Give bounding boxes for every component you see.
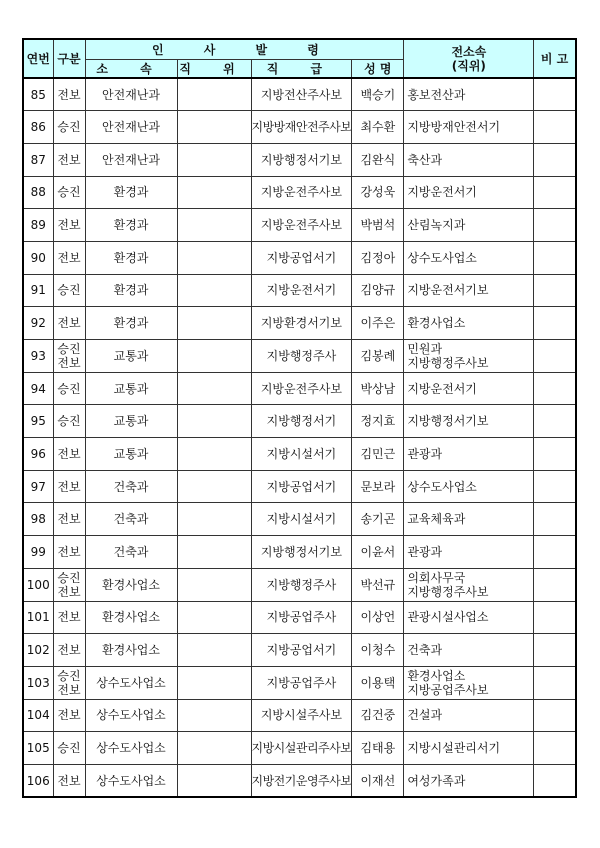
table-row <box>23 470 576 503</box>
row-position <box>177 470 251 503</box>
table-row <box>23 666 576 699</box>
row-type-line: 전보 <box>57 643 81 658</box>
row-number: 96 <box>23 438 53 471</box>
row-number: 98 <box>23 503 53 536</box>
row-number: 95 <box>23 405 53 438</box>
row-department: 환경사업소 <box>85 568 177 601</box>
row-type-line: 승진 <box>57 341 81 356</box>
row-previous-dept-line: 지방행정주사보 <box>407 584 489 599</box>
row-remark <box>534 405 576 438</box>
row-department: 환경과 <box>85 241 177 274</box>
row-name: 김건중 <box>352 699 404 732</box>
personnel-order-table <box>22 38 577 798</box>
row-type-line: 전보 <box>57 152 81 167</box>
row-remark <box>534 111 576 144</box>
table-row <box>23 111 576 144</box>
table-row <box>23 274 576 307</box>
row-previous-dept-line: 지방방재안전서기 <box>407 120 501 135</box>
row-department: 상수도사업소 <box>85 732 177 765</box>
row-name: 박범석 <box>352 209 404 242</box>
row-previous-dept <box>404 634 534 667</box>
row-type <box>53 634 85 667</box>
row-grade: 지방전기운영주사보 <box>251 764 352 797</box>
row-remark <box>534 143 576 176</box>
table-row <box>23 340 576 373</box>
row-department: 안전재난과 <box>85 111 177 144</box>
row-remark <box>534 241 576 274</box>
row-previous-dept-line: 지방운전서기 <box>407 381 477 396</box>
row-previous-dept-line: 홍보전산과 <box>407 87 466 102</box>
row-type-line: 승진 <box>57 120 81 135</box>
row-number: 104 <box>23 699 53 732</box>
row-department: 상수도사업소 <box>85 699 177 732</box>
row-type <box>53 438 85 471</box>
row-name: 김양규 <box>352 274 404 307</box>
header-dept: 소 속 <box>85 60 177 79</box>
row-previous-dept-line: 관광과 <box>407 544 443 559</box>
row-remark <box>534 209 576 242</box>
row-previous-dept-line: 지방행정서기보 <box>407 414 489 429</box>
row-position <box>177 274 251 307</box>
row-type-line: 전보 <box>57 218 81 233</box>
row-name: 이용택 <box>352 666 404 699</box>
table-row <box>23 601 576 634</box>
row-remark <box>534 601 576 634</box>
row-department: 건축과 <box>85 470 177 503</box>
header-previous-dept-line2: (직위) <box>451 58 486 73</box>
row-position <box>177 307 251 340</box>
row-type-line: 전보 <box>57 446 81 461</box>
row-position <box>177 241 251 274</box>
row-grade: 지방공업서기 <box>251 470 352 503</box>
row-name: 이윤서 <box>352 536 404 569</box>
row-type <box>53 143 85 176</box>
row-type <box>53 732 85 765</box>
row-department: 환경과 <box>85 209 177 242</box>
table-row <box>23 241 576 274</box>
row-previous-dept <box>404 699 534 732</box>
table-row <box>23 568 576 601</box>
row-position <box>177 438 251 471</box>
row-type <box>53 764 85 797</box>
table-row <box>23 143 576 176</box>
table-row <box>23 536 576 569</box>
table-row <box>23 438 576 471</box>
row-previous-dept <box>404 372 534 405</box>
row-remark <box>534 634 576 667</box>
row-position <box>177 372 251 405</box>
row-previous-dept <box>404 503 534 536</box>
row-previous-dept-line: 관광과 <box>407 446 443 461</box>
table-header <box>23 39 576 78</box>
row-position <box>177 536 251 569</box>
row-grade: 지방공업주사 <box>251 601 352 634</box>
row-department: 상수도사업소 <box>85 666 177 699</box>
row-name: 송기곤 <box>352 503 404 536</box>
table-row <box>23 764 576 797</box>
row-previous-dept <box>404 143 534 176</box>
row-previous-dept-line: 의회사무국 <box>407 570 466 585</box>
row-remark <box>534 78 576 111</box>
row-previous-dept-line: 환경사업소 <box>407 316 466 331</box>
row-department: 환경과 <box>85 307 177 340</box>
row-previous-dept <box>404 274 534 307</box>
row-type-line: 전보 <box>57 250 81 265</box>
row-remark <box>534 666 576 699</box>
row-type <box>53 666 85 699</box>
row-number: 99 <box>23 536 53 569</box>
row-number: 91 <box>23 274 53 307</box>
row-type-line: 전보 <box>57 708 81 723</box>
table-row <box>23 372 576 405</box>
row-type <box>53 503 85 536</box>
row-grade: 지방시설서기 <box>251 503 352 536</box>
row-type <box>53 340 85 373</box>
row-type-line: 전보 <box>57 355 81 370</box>
row-number: 94 <box>23 372 53 405</box>
row-previous-dept <box>404 732 534 765</box>
row-grade: 지방공업서기 <box>251 241 352 274</box>
row-name: 김봉례 <box>352 340 404 373</box>
row-number: 103 <box>23 666 53 699</box>
row-previous-dept <box>404 601 534 634</box>
row-grade: 지방시설관리주사보 <box>251 732 352 765</box>
row-type <box>53 274 85 307</box>
row-number: 102 <box>23 634 53 667</box>
header-name: 성 명 <box>352 60 404 79</box>
header-previous-dept-line1: 전소속 <box>451 44 487 59</box>
header-previous-dept <box>404 39 534 78</box>
row-type-line: 승진 <box>57 570 81 585</box>
row-department: 환경과 <box>85 176 177 209</box>
row-department: 환경사업소 <box>85 601 177 634</box>
row-name: 박상남 <box>352 372 404 405</box>
row-previous-dept-line: 건설과 <box>407 708 443 723</box>
row-previous-dept-line: 환경사업소 <box>407 668 466 683</box>
row-name: 최수환 <box>352 111 404 144</box>
row-position <box>177 503 251 536</box>
table-row <box>23 78 576 111</box>
row-grade: 지방시설서기 <box>251 438 352 471</box>
row-position <box>177 176 251 209</box>
table-row <box>23 176 576 209</box>
row-name: 김태용 <box>352 732 404 765</box>
row-type-line: 전보 <box>57 512 81 527</box>
row-type-line: 승진 <box>57 414 81 429</box>
row-type <box>53 78 85 111</box>
row-type-line: 전보 <box>57 479 81 494</box>
row-name: 김민근 <box>352 438 404 471</box>
row-type <box>53 209 85 242</box>
row-position <box>177 209 251 242</box>
row-name: 백승기 <box>352 78 404 111</box>
row-name: 이재선 <box>352 764 404 797</box>
header-type: 구분 <box>53 39 85 78</box>
row-type-line: 전보 <box>57 87 81 102</box>
row-type-line: 승진 <box>57 185 81 200</box>
row-name: 문보라 <box>352 470 404 503</box>
row-number: 105 <box>23 732 53 765</box>
row-position <box>177 78 251 111</box>
row-grade: 지방환경서기보 <box>251 307 352 340</box>
header-remark: 비 고 <box>534 39 576 78</box>
row-previous-dept <box>404 764 534 797</box>
row-grade: 지방공업주사 <box>251 666 352 699</box>
row-previous-dept-line: 상수도사업소 <box>407 250 477 265</box>
row-type-line: 승진 <box>57 741 81 756</box>
row-number: 92 <box>23 307 53 340</box>
row-name: 박선규 <box>352 568 404 601</box>
row-previous-dept-line: 건축과 <box>407 643 443 658</box>
row-department: 안전재난과 <box>85 78 177 111</box>
row-previous-dept <box>404 176 534 209</box>
row-remark <box>534 274 576 307</box>
row-name: 김정아 <box>352 241 404 274</box>
row-department: 교통과 <box>85 340 177 373</box>
row-remark <box>534 176 576 209</box>
row-previous-dept-line: 여성가족과 <box>407 773 466 788</box>
row-remark <box>534 699 576 732</box>
row-type <box>53 307 85 340</box>
row-department: 안전재난과 <box>85 143 177 176</box>
row-department: 교통과 <box>85 438 177 471</box>
row-type-line: 전보 <box>57 610 81 625</box>
row-remark <box>534 438 576 471</box>
row-grade: 지방행정서기보 <box>251 143 352 176</box>
row-previous-dept-line: 축산과 <box>407 152 443 167</box>
row-number: 87 <box>23 143 53 176</box>
row-previous-dept-line: 상수도사업소 <box>407 479 477 494</box>
row-type-line: 전보 <box>57 682 81 697</box>
row-type <box>53 536 85 569</box>
row-previous-dept <box>404 568 534 601</box>
row-number: 85 <box>23 78 53 111</box>
row-remark <box>534 503 576 536</box>
row-position <box>177 405 251 438</box>
row-name: 강성욱 <box>352 176 404 209</box>
row-previous-dept <box>404 111 534 144</box>
table-row <box>23 634 576 667</box>
row-type <box>53 111 85 144</box>
row-position <box>177 634 251 667</box>
row-previous-dept-line: 지방공업주사보 <box>407 682 489 697</box>
table-row <box>23 209 576 242</box>
row-type <box>53 405 85 438</box>
row-number: 89 <box>23 209 53 242</box>
row-number: 86 <box>23 111 53 144</box>
row-remark <box>534 732 576 765</box>
row-type <box>53 568 85 601</box>
row-department: 상수도사업소 <box>85 764 177 797</box>
row-position <box>177 699 251 732</box>
row-department: 건축과 <box>85 503 177 536</box>
table-row <box>23 405 576 438</box>
row-type-line: 승진 <box>57 283 81 298</box>
row-grade: 지방행정서기보 <box>251 536 352 569</box>
header-grade: 직 급 <box>251 60 352 79</box>
table-row <box>23 307 576 340</box>
row-previous-dept <box>404 307 534 340</box>
row-previous-dept-line: 지방운전서기보 <box>407 283 489 298</box>
row-number: 100 <box>23 568 53 601</box>
row-previous-dept <box>404 209 534 242</box>
row-position <box>177 732 251 765</box>
row-grade: 지방운전주사보 <box>251 209 352 242</box>
row-type <box>53 372 85 405</box>
row-position <box>177 666 251 699</box>
row-type-line: 전보 <box>57 544 81 559</box>
row-department: 환경과 <box>85 274 177 307</box>
row-previous-dept-line: 교육체육과 <box>407 512 466 527</box>
row-number: 88 <box>23 176 53 209</box>
row-grade: 지방행정주사 <box>251 340 352 373</box>
row-grade: 지방행정주사 <box>251 568 352 601</box>
row-department: 교통과 <box>85 405 177 438</box>
row-type <box>53 241 85 274</box>
header-no: 연번 <box>23 39 53 78</box>
row-position <box>177 143 251 176</box>
row-type-line: 전보 <box>57 316 81 331</box>
row-previous-dept <box>404 536 534 569</box>
row-previous-dept-line: 지방행정주사보 <box>407 355 489 370</box>
row-name: 이상언 <box>352 601 404 634</box>
row-remark <box>534 340 576 373</box>
row-position <box>177 340 251 373</box>
row-previous-dept-line: 산림녹지과 <box>407 218 466 233</box>
row-previous-dept <box>404 470 534 503</box>
row-previous-dept-line: 민원과 <box>407 341 443 356</box>
row-name: 김완식 <box>352 143 404 176</box>
row-previous-dept <box>404 241 534 274</box>
row-type-line: 승진 <box>57 668 81 683</box>
row-number: 106 <box>23 764 53 797</box>
row-grade: 지방공업서기 <box>251 634 352 667</box>
table-body <box>23 78 576 797</box>
row-position <box>177 764 251 797</box>
row-previous-dept <box>404 438 534 471</box>
row-previous-dept <box>404 666 534 699</box>
row-type-line: 전보 <box>57 773 81 788</box>
table-row <box>23 699 576 732</box>
table-row <box>23 732 576 765</box>
row-grade: 지방시설주사보 <box>251 699 352 732</box>
row-previous-dept-line: 관광시설사업소 <box>407 610 489 625</box>
row-remark <box>534 764 576 797</box>
row-remark <box>534 536 576 569</box>
row-number: 93 <box>23 340 53 373</box>
header-appointment-group: 인 사 발 령 <box>85 39 404 60</box>
row-grade: 지방전산주사보 <box>251 78 352 111</box>
row-number: 101 <box>23 601 53 634</box>
row-grade: 지방운전서기 <box>251 274 352 307</box>
row-name: 이주은 <box>352 307 404 340</box>
row-name: 정지효 <box>352 405 404 438</box>
row-type <box>53 176 85 209</box>
row-previous-dept <box>404 405 534 438</box>
row-previous-dept-line: 지방시설관리서기 <box>407 741 501 756</box>
row-type <box>53 470 85 503</box>
row-remark <box>534 307 576 340</box>
row-position <box>177 111 251 144</box>
row-grade: 지방운전주사보 <box>251 176 352 209</box>
row-remark <box>534 470 576 503</box>
row-department: 환경사업소 <box>85 634 177 667</box>
row-previous-dept <box>404 340 534 373</box>
row-department: 교통과 <box>85 372 177 405</box>
row-type-line: 전보 <box>57 584 81 599</box>
row-position <box>177 568 251 601</box>
row-grade: 지방방재안전주사보 <box>251 111 352 144</box>
row-grade: 지방행정서기 <box>251 405 352 438</box>
row-number: 90 <box>23 241 53 274</box>
row-previous-dept <box>404 78 534 111</box>
row-position <box>177 601 251 634</box>
row-remark <box>534 568 576 601</box>
row-number: 97 <box>23 470 53 503</box>
table-row <box>23 503 576 536</box>
row-department: 건축과 <box>85 536 177 569</box>
row-type-line: 승진 <box>57 381 81 396</box>
header-position: 직 위 <box>177 60 251 79</box>
row-previous-dept-line: 지방운전서기 <box>407 185 477 200</box>
row-name: 이청수 <box>352 634 404 667</box>
row-grade: 지방운전주사보 <box>251 372 352 405</box>
row-type <box>53 699 85 732</box>
row-type <box>53 601 85 634</box>
row-remark <box>534 372 576 405</box>
